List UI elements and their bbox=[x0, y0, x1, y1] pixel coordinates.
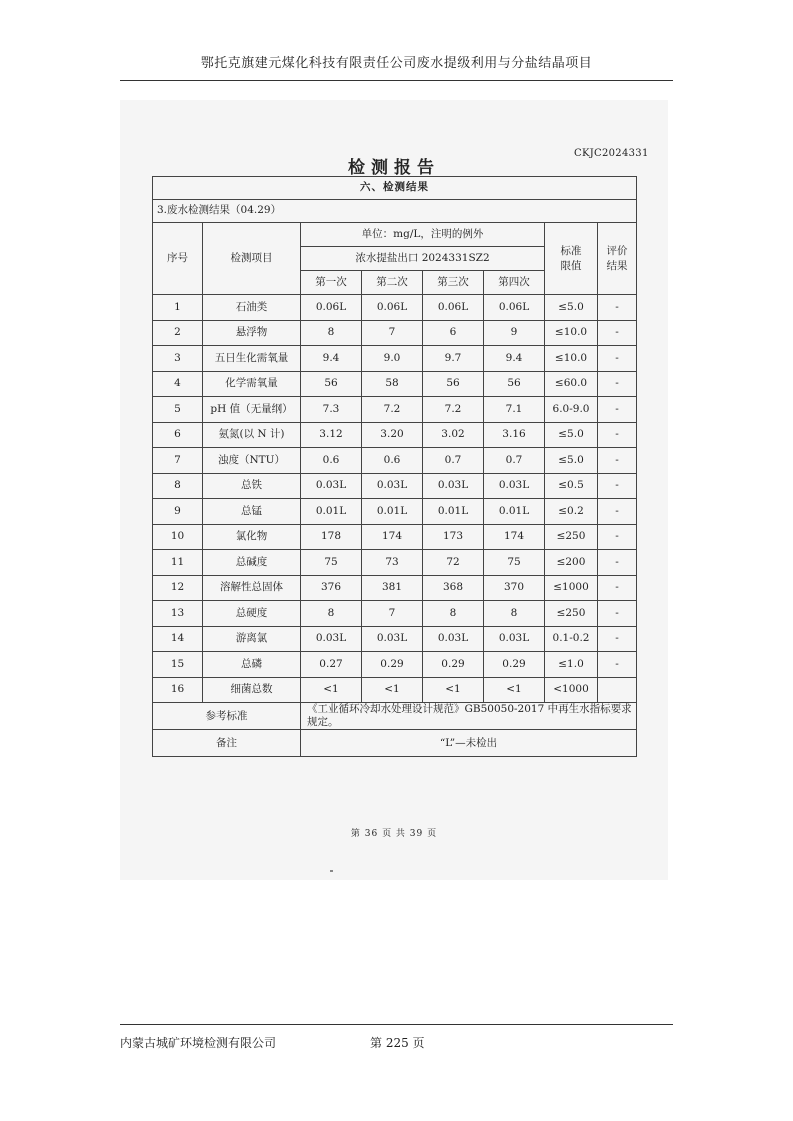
row-value-1: 178 bbox=[301, 524, 362, 550]
row-item: 总锰 bbox=[203, 499, 301, 525]
row-value-2: 0.01L bbox=[362, 499, 423, 525]
row-value-2: 0.6 bbox=[362, 448, 423, 474]
row-index: 12 bbox=[153, 575, 203, 601]
row-value-3: 9.7 bbox=[423, 346, 484, 372]
row-item: 五日生化需氧量 bbox=[203, 346, 301, 372]
row-index: 14 bbox=[153, 626, 203, 652]
row-value-1: 8 bbox=[301, 601, 362, 627]
row-item: 总碱度 bbox=[203, 550, 301, 576]
row-value-1: 0.27 bbox=[301, 652, 362, 678]
table-row bbox=[153, 677, 637, 703]
row-value-4: 370 bbox=[484, 575, 545, 601]
row-limit: <1000 bbox=[545, 677, 598, 703]
row-value-3: 0.03L bbox=[423, 473, 484, 499]
row-eval: - bbox=[598, 652, 637, 678]
row-limit: 6.0-9.0 bbox=[545, 397, 598, 423]
table-row bbox=[153, 371, 637, 397]
remark-text: “L”—未检出 bbox=[301, 730, 637, 757]
report-title: 检测报告 bbox=[348, 158, 440, 178]
row-value-3: 0.29 bbox=[423, 652, 484, 678]
subsection-title: 3.废水检测结果（04.29） bbox=[153, 200, 637, 223]
row-value-2: 174 bbox=[362, 524, 423, 550]
row-value-4: 56 bbox=[484, 371, 545, 397]
row-value-3: 0.03L bbox=[423, 626, 484, 652]
table-row bbox=[153, 499, 637, 525]
row-item: 游离氯 bbox=[203, 626, 301, 652]
row-value-2: 7 bbox=[362, 320, 423, 346]
row-value-4: 9 bbox=[484, 320, 545, 346]
row-limit: ≤5.0 bbox=[545, 422, 598, 448]
col-header-limit: 标准限值 bbox=[545, 223, 598, 295]
row-item: 化学需氧量 bbox=[203, 371, 301, 397]
run-header: 第一次 bbox=[301, 271, 362, 295]
table-row bbox=[153, 652, 637, 678]
results-table bbox=[152, 176, 637, 757]
run-header: 第四次 bbox=[484, 271, 545, 295]
row-limit: ≤10.0 bbox=[545, 320, 598, 346]
row-index: 5 bbox=[153, 397, 203, 423]
row-value-3: 72 bbox=[423, 550, 484, 576]
document-header: 鄂托克旗建元煤化科技有限责任公司废水提级利用与分盐结晶项目 bbox=[200, 56, 593, 71]
row-value-1: 56 bbox=[301, 371, 362, 397]
run-header: 第二次 bbox=[362, 271, 423, 295]
row-item: 浊度（NTU） bbox=[203, 448, 301, 474]
row-limit: ≤0.2 bbox=[545, 499, 598, 525]
row-value-1: 8 bbox=[301, 320, 362, 346]
row-value-3: 0.01L bbox=[423, 499, 484, 525]
row-value-4: 0.03L bbox=[484, 473, 545, 499]
row-eval: - bbox=[598, 626, 637, 652]
row-value-2: 381 bbox=[362, 575, 423, 601]
row-index: 3 bbox=[153, 346, 203, 372]
row-value-3: 0.06L bbox=[423, 295, 484, 321]
table-row bbox=[153, 295, 637, 321]
row-item: 悬浮物 bbox=[203, 320, 301, 346]
row-index: 9 bbox=[153, 499, 203, 525]
report-page-number: 第 36 页 共 39 页 bbox=[350, 829, 438, 839]
table-row bbox=[153, 626, 637, 652]
col-header-index: 序号 bbox=[153, 223, 203, 295]
row-value-4: 7.1 bbox=[484, 397, 545, 423]
row-value-2: 7.2 bbox=[362, 397, 423, 423]
table-row bbox=[153, 473, 637, 499]
table-row bbox=[153, 397, 637, 423]
row-value-4: 9.4 bbox=[484, 346, 545, 372]
row-value-1: <1 bbox=[301, 677, 362, 703]
data-rows bbox=[153, 295, 637, 703]
row-eval: - bbox=[598, 473, 637, 499]
row-index: 7 bbox=[153, 448, 203, 474]
row-index: 8 bbox=[153, 473, 203, 499]
row-value-1: 0.01L bbox=[301, 499, 362, 525]
row-value-3: 173 bbox=[423, 524, 484, 550]
row-index: 16 bbox=[153, 677, 203, 703]
row-value-1: 75 bbox=[301, 550, 362, 576]
row-item: 总铁 bbox=[203, 473, 301, 499]
remark-label: 备注 bbox=[153, 730, 301, 757]
row-value-4: 0.29 bbox=[484, 652, 545, 678]
row-value-1: 3.12 bbox=[301, 422, 362, 448]
row-value-1: 0.06L bbox=[301, 295, 362, 321]
row-value-1: 0.6 bbox=[301, 448, 362, 474]
footer-company: 内蒙古城矿环境检测有限公司 bbox=[120, 1036, 277, 1050]
row-item: 总磷 bbox=[203, 652, 301, 678]
row-item: 溶解性总固体 bbox=[203, 575, 301, 601]
reference-label: 参考标准 bbox=[153, 703, 301, 730]
row-value-2: 9.0 bbox=[362, 346, 423, 372]
row-value-1: 0.03L bbox=[301, 473, 362, 499]
footer-divider bbox=[120, 1024, 673, 1025]
row-eval: - bbox=[598, 601, 637, 627]
row-item: 氯化物 bbox=[203, 524, 301, 550]
row-eval bbox=[598, 677, 637, 703]
row-value-1: 7.3 bbox=[301, 397, 362, 423]
row-index: 4 bbox=[153, 371, 203, 397]
row-index: 10 bbox=[153, 524, 203, 550]
row-value-3: 8 bbox=[423, 601, 484, 627]
row-limit: 0.1-0.2 bbox=[545, 626, 598, 652]
footer-page-number: 第 225 页 bbox=[370, 1036, 425, 1050]
row-index: 1 bbox=[153, 295, 203, 321]
table-row bbox=[153, 422, 637, 448]
row-item: 总硬度 bbox=[203, 601, 301, 627]
row-value-3: <1 bbox=[423, 677, 484, 703]
row-limit: ≤60.0 bbox=[545, 371, 598, 397]
row-value-1: 376 bbox=[301, 575, 362, 601]
row-eval: - bbox=[598, 397, 637, 423]
reference-text: 《工业循环冷却水处理设计规范》GB50050-2017 中再生水指标要求规定。 bbox=[301, 703, 637, 730]
row-value-2: 0.03L bbox=[362, 626, 423, 652]
row-value-2: 7 bbox=[362, 601, 423, 627]
row-item: pH 值（无量纲） bbox=[203, 397, 301, 423]
sample-point: 浓水提盐出口 2024331SZ2 bbox=[301, 247, 545, 271]
row-index: 6 bbox=[153, 422, 203, 448]
row-eval: - bbox=[598, 320, 637, 346]
row-value-2: 0.29 bbox=[362, 652, 423, 678]
table-row bbox=[153, 601, 637, 627]
row-item: 细菌总数 bbox=[203, 677, 301, 703]
table-row bbox=[153, 448, 637, 474]
row-limit: ≤10.0 bbox=[545, 346, 598, 372]
row-eval: - bbox=[598, 346, 637, 372]
row-value-4: 0.01L bbox=[484, 499, 545, 525]
row-value-3: 3.02 bbox=[423, 422, 484, 448]
table-row bbox=[153, 320, 637, 346]
row-value-2: 0.03L bbox=[362, 473, 423, 499]
section-title: 六、检测结果 bbox=[153, 177, 637, 200]
row-value-3: 368 bbox=[423, 575, 484, 601]
row-limit: ≤5.0 bbox=[545, 448, 598, 474]
table-row bbox=[153, 346, 637, 372]
row-value-2: 73 bbox=[362, 550, 423, 576]
row-value-2: 3.20 bbox=[362, 422, 423, 448]
row-limit: ≤1000 bbox=[545, 575, 598, 601]
row-eval: - bbox=[598, 422, 637, 448]
row-eval: - bbox=[598, 550, 637, 576]
row-value-4: 8 bbox=[484, 601, 545, 627]
row-limit: ≤0.5 bbox=[545, 473, 598, 499]
row-index: 11 bbox=[153, 550, 203, 576]
scan-artifact bbox=[330, 870, 333, 872]
row-limit: ≤5.0 bbox=[545, 295, 598, 321]
row-index: 13 bbox=[153, 601, 203, 627]
col-header-eval: 评价结果 bbox=[598, 223, 637, 295]
row-value-3: 56 bbox=[423, 371, 484, 397]
row-item: 氨氮(以 N 计) bbox=[203, 422, 301, 448]
row-eval: - bbox=[598, 575, 637, 601]
table-row bbox=[153, 524, 637, 550]
row-limit: ≤250 bbox=[545, 524, 598, 550]
row-value-3: 7.2 bbox=[423, 397, 484, 423]
row-eval: - bbox=[598, 448, 637, 474]
row-index: 2 bbox=[153, 320, 203, 346]
row-value-1: 9.4 bbox=[301, 346, 362, 372]
run-header: 第三次 bbox=[423, 271, 484, 295]
row-value-4: 0.03L bbox=[484, 626, 545, 652]
row-value-4: 75 bbox=[484, 550, 545, 576]
row-limit: ≤250 bbox=[545, 601, 598, 627]
row-value-4: 174 bbox=[484, 524, 545, 550]
row-eval: - bbox=[598, 371, 637, 397]
row-index: 15 bbox=[153, 652, 203, 678]
row-value-4: 0.7 bbox=[484, 448, 545, 474]
row-value-2: <1 bbox=[362, 677, 423, 703]
row-value-2: 58 bbox=[362, 371, 423, 397]
row-value-2: 0.06L bbox=[362, 295, 423, 321]
row-eval: - bbox=[598, 499, 637, 525]
table-row bbox=[153, 550, 637, 576]
row-item: 石油类 bbox=[203, 295, 301, 321]
row-limit: ≤1.0 bbox=[545, 652, 598, 678]
row-value-1: 0.03L bbox=[301, 626, 362, 652]
header-divider bbox=[120, 80, 673, 81]
table-row bbox=[153, 575, 637, 601]
row-eval: - bbox=[598, 295, 637, 321]
row-limit: ≤200 bbox=[545, 550, 598, 576]
row-value-3: 6 bbox=[423, 320, 484, 346]
col-header-item: 检测项目 bbox=[203, 223, 301, 295]
row-eval: - bbox=[598, 524, 637, 550]
row-value-4: 0.06L bbox=[484, 295, 545, 321]
unit-note: 单位：mg/L，注明的例外 bbox=[301, 223, 545, 247]
row-value-4: 3.16 bbox=[484, 422, 545, 448]
row-value-3: 0.7 bbox=[423, 448, 484, 474]
row-value-4: <1 bbox=[484, 677, 545, 703]
report-code: CKJC2024331 bbox=[574, 148, 649, 159]
